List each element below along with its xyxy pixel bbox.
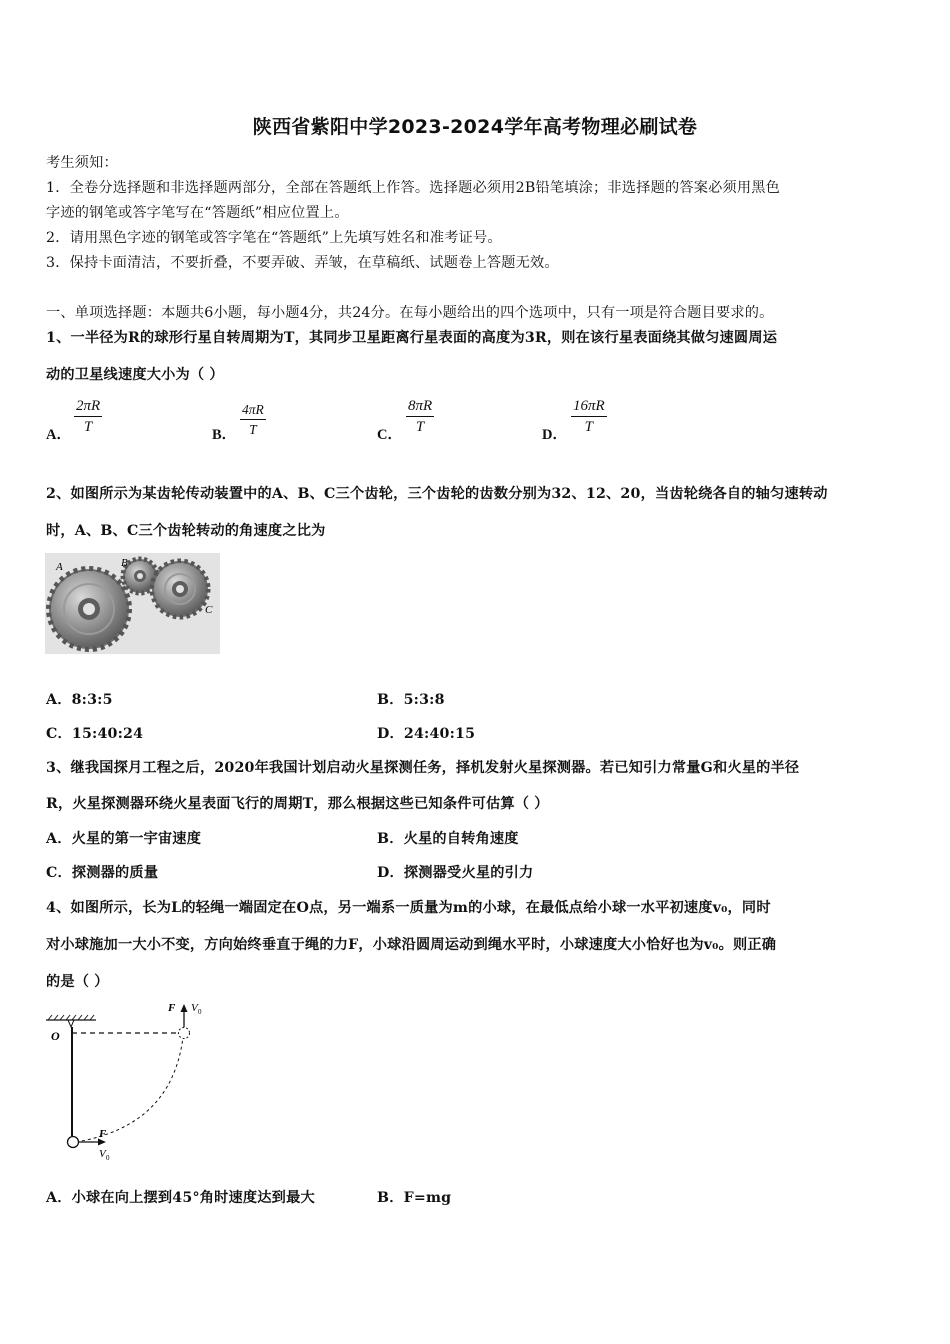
q1-option-d-label: D． [542, 427, 567, 443]
q1-option-b-fraction [240, 402, 266, 438]
q1-option-c-den: T [415, 419, 425, 435]
q3-option-c: C．探测器的质量 [46, 865, 159, 881]
q1-option-a-den: T [83, 419, 93, 435]
q1-option-c-label: C． [377, 427, 402, 443]
q1-option-b-label: B． [212, 427, 237, 443]
q1-option-a-fraction [74, 398, 102, 436]
q2-option-b: B．5:3:8 [377, 692, 445, 708]
q3-option-b: B．火星的自转角速度 [377, 831, 519, 847]
q1-option-a-num: 2πR [74, 398, 102, 417]
q2-option-a: A．8:3:5 [46, 692, 113, 708]
label-v-bottom: V [99, 1148, 106, 1160]
q3-line-2: R，火星探测器环绕火星表面飞行的周期T，那么根据这些已知条件可估算（ ） [46, 796, 549, 812]
q1-option-d-den: T [584, 419, 594, 435]
label-v-top-sub: 0 [198, 1008, 202, 1016]
arrow-up-head-icon [181, 1004, 188, 1012]
q3-option-d: D．探测器受火星的引力 [377, 865, 534, 881]
q2-option-c: C．15:40:24 [46, 726, 144, 742]
gear-c-icon [152, 561, 208, 617]
q2-line-1: 2、如图所示为某齿轮传动装置中的A、B、C三个齿轮，三个齿轮的齿数分别为32、12、20，当齿轮绕各自的轴匀速转动 [46, 486, 828, 502]
q2-option-d: D．24:40:15 [377, 726, 476, 742]
q4-line-2: 对小球施加一大小不变，方向始终垂直于绳的力F，小球沿圆周运动到绳水平时，小球速度大小恰好也为v₀。则正确 [46, 937, 777, 953]
q4-line-3: 的是（ ） [46, 974, 109, 990]
q1-option-b-num: 4πR [240, 402, 266, 420]
page-title: 陕西省紫阳中学2023-2024学年高考物理必刷试卷 [252, 116, 698, 138]
pivot-icon [68, 1020, 74, 1027]
q1-option-a-label: A． [46, 427, 71, 443]
notice-line-2: 2．请用黑色字迹的钢笔或答字笔在“答题纸”上先填写姓名和准考证号。 [46, 230, 502, 246]
q2-line-2: 时，A、B、C三个齿轮转动的角速度之比为 [46, 523, 326, 539]
label-f-top: F [168, 1002, 176, 1014]
q1-option-d-fraction [571, 398, 607, 436]
ball-bottom [68, 1137, 79, 1148]
q1-option-c-fraction [406, 398, 434, 436]
pendulum-figure [44, 996, 224, 1166]
q4-option-b: B．F=mg [377, 1190, 452, 1206]
notice-line-3: 3．保持卡面清洁，不要折叠，不要弄破、弄皱，在草稿纸、试题卷上答题无效。 [46, 255, 559, 271]
notice-line-1b: 字迹的钢笔或答字笔写在“答题纸”相应位置上。 [46, 205, 349, 221]
q4-line-1: 4、如图所示，长为L的轻绳一端固定在O点，另一端系一质量为m的小球，在最低点给小球一水平初速度v₀，同时 [46, 900, 771, 916]
label-v-top: V [191, 1002, 198, 1014]
ball-top [179, 1028, 190, 1039]
gear-label-c: C [205, 604, 213, 616]
gears-figure [45, 553, 220, 654]
trajectory-arc [76, 1037, 183, 1142]
q1-option-d-num: 16πR [571, 398, 607, 417]
q1-line-2: 动的卫星线速度大小为（ ） [46, 367, 224, 383]
label-o: O [51, 1029, 60, 1043]
gear-label-b: B [121, 557, 128, 569]
notice-heading: 考生须知： [46, 155, 118, 171]
label-v-bottom-sub: 0 [106, 1154, 110, 1162]
notice-line-1a: 1．全卷分选择题和非选择题两部分，全部在答题纸上作答。选择题必须用2B铅笔填涂；非选择题的答案必须用黑色 [46, 180, 781, 196]
label-f-bottom: F [99, 1128, 107, 1140]
section-heading: 一、单项选择题：本题共6小题，每小题4分，共24分。在每小题给出的四个选项中，只有一项是符合题目要求的。 [46, 305, 774, 321]
q4-option-a: A．小球在向上摆到45°角时速度达到最大 [46, 1190, 315, 1206]
q1-line-1: 1、一半径为R的球形行星自转周期为T，其同步卫星距离行星表面的高度为3R，则在该行星表面绕其做匀速圆周运 [46, 330, 778, 346]
q3-line-1: 3、继我国探月工程之后，2020年我国计划启动火星探测任务，择机发射火星探测器。若已知引力常量G和火星的半径 [46, 760, 800, 776]
q1-option-c-num: 8πR [406, 398, 434, 417]
gear-a-icon [49, 569, 129, 649]
q3-option-a: A．火星的第一宇宙速度 [46, 831, 202, 847]
ceiling-hatch [48, 1015, 94, 1020]
q1-option-b-den: T [249, 422, 257, 437]
gear-label-a: A [56, 561, 63, 573]
